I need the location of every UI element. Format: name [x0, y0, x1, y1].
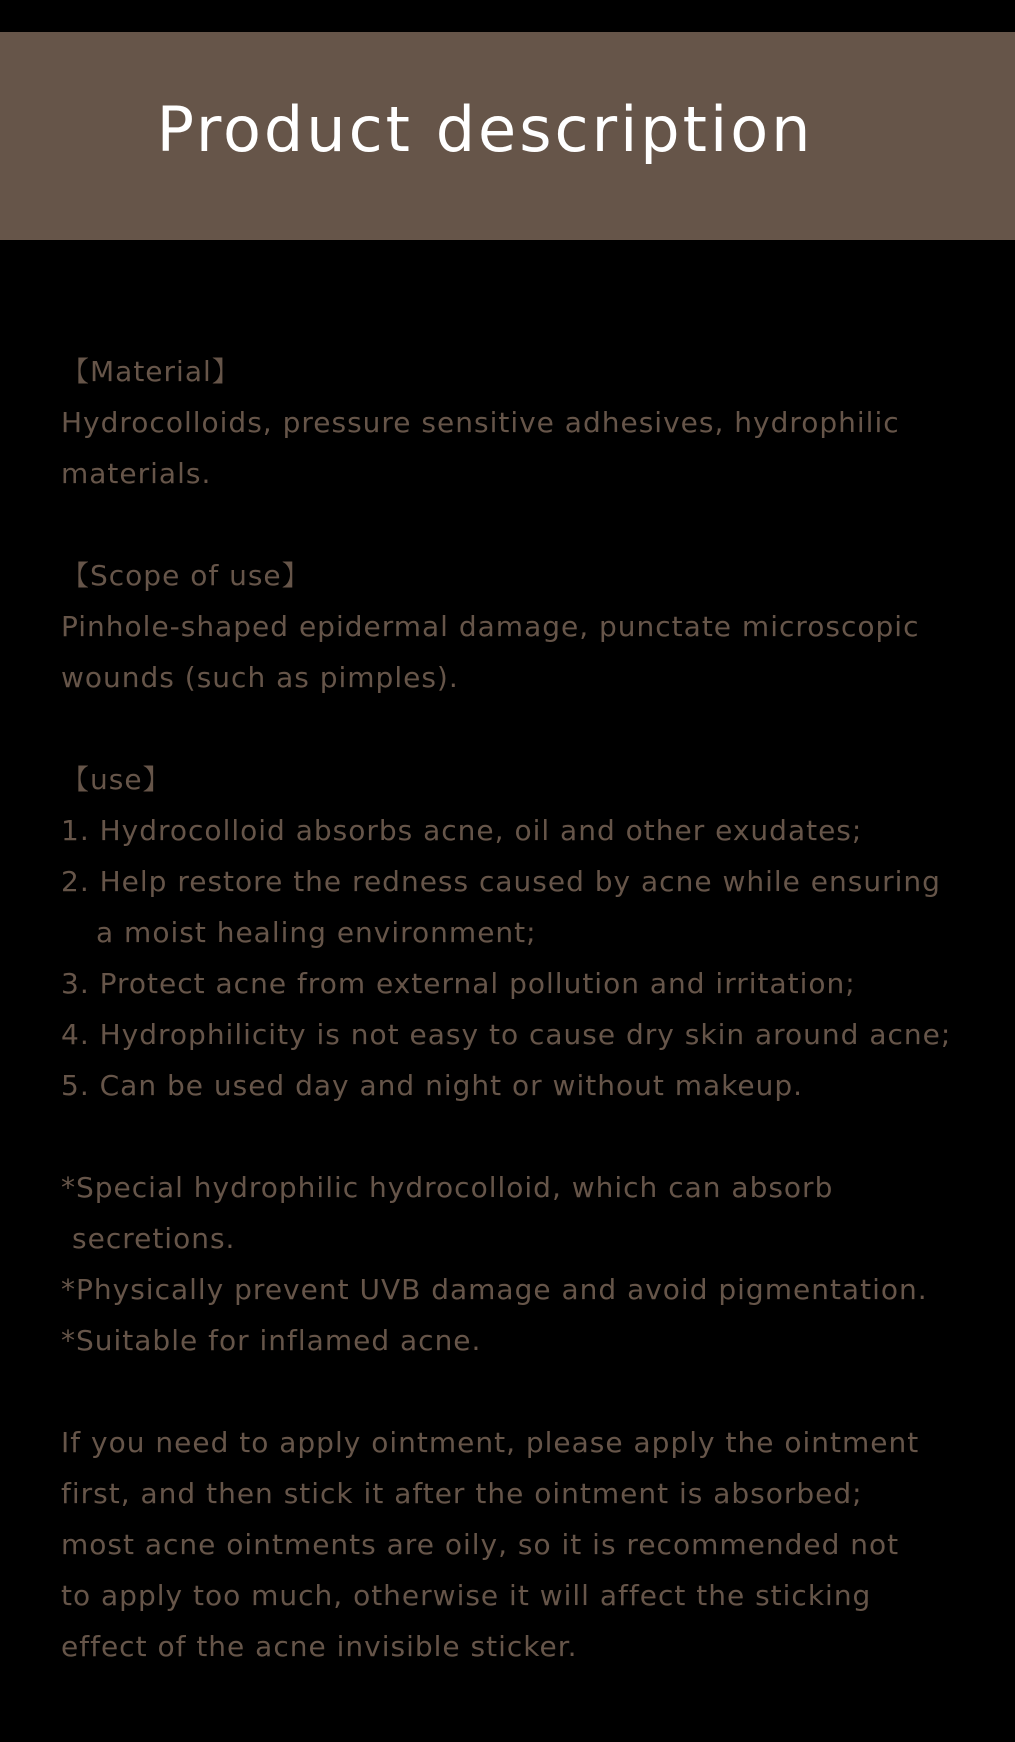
- material-heading: 【Material】: [61, 355, 241, 388]
- material-section: [61, 346, 991, 499]
- page-title: Product description: [156, 93, 814, 166]
- description-content: [61, 346, 991, 1672]
- section-gap: [61, 499, 991, 550]
- section-gap: [61, 703, 991, 754]
- scope-line: Pinhole-shaped epidermal damage, punctate microscopic: [61, 610, 920, 643]
- use-item-continuation: a moist healing environment;: [96, 916, 537, 949]
- note-line: If you need to apply ointment, please apply the ointment: [61, 1426, 920, 1459]
- use-heading: 【use】: [61, 763, 172, 796]
- use-item: 3. Protect acne from external pollution and irritation;: [61, 967, 856, 1000]
- note-line: first, and then stick it after the ointment is absorbed;: [61, 1477, 863, 1510]
- note-line: most acne ointments are oily, so it is recommended not: [61, 1528, 900, 1561]
- feature-item-continuation: secretions.: [72, 1222, 236, 1255]
- scope-section: [61, 550, 991, 703]
- material-line: Hydrocolloids, pressure sensitive adhesives, hydrophilic: [61, 406, 900, 439]
- features-section: [61, 1162, 991, 1366]
- scope-line: wounds (such as pimples).: [61, 661, 459, 694]
- note-section: [61, 1417, 991, 1672]
- use-item: 5. Can be used day and night or without makeup.: [61, 1069, 804, 1102]
- use-item: 1. Hydrocolloid absorbs acne, oil and other exudates;: [61, 814, 863, 847]
- section-gap: [61, 1366, 991, 1417]
- feature-item: *Special hydrophilic hydrocolloid, which can absorb: [61, 1171, 834, 1204]
- section-gap: [61, 1111, 991, 1162]
- feature-item: *Physically prevent UVB damage and avoid pigmentation.: [61, 1273, 928, 1306]
- material-line: materials.: [61, 457, 212, 490]
- use-item: 4. Hydrophilicity is not easy to cause dry skin around acne;: [61, 1018, 952, 1051]
- use-section: [61, 754, 991, 1111]
- scope-heading: 【Scope of use】: [61, 559, 311, 592]
- feature-item: *Suitable for inflamed acne.: [61, 1324, 482, 1357]
- note-line: to apply too much, otherwise it will affect the sticking: [61, 1579, 872, 1612]
- note-line: effect of the acne invisible sticker.: [61, 1630, 578, 1663]
- use-item: 2. Help restore the redness caused by acne while ensuring: [61, 865, 941, 898]
